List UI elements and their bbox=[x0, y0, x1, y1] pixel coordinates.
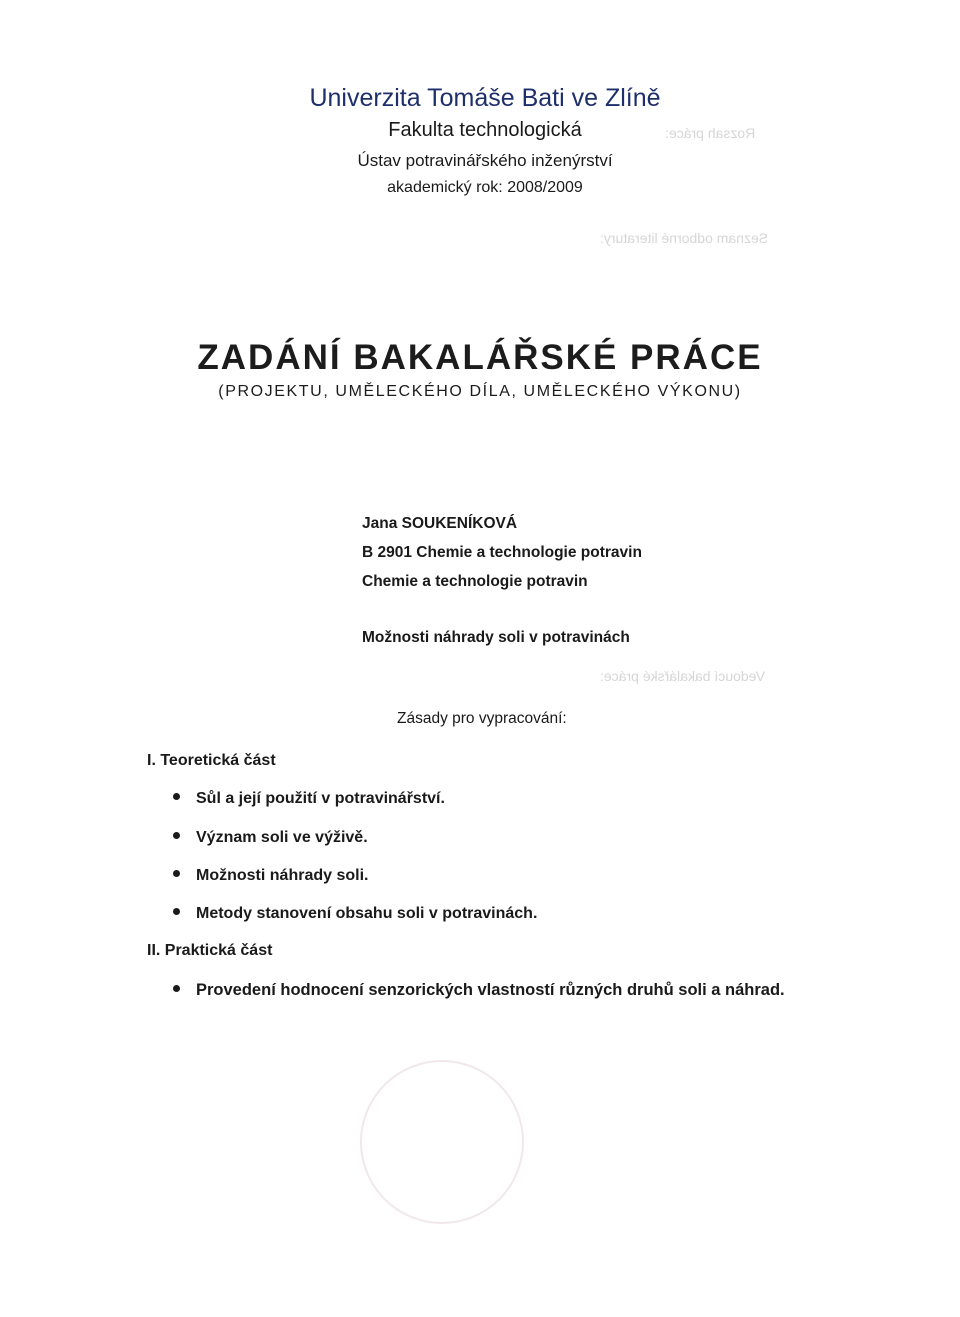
academic-year: akademický rok: 2008/2009 bbox=[387, 179, 583, 196]
list-item: Možnosti náhrady soli. bbox=[173, 867, 368, 885]
principles-heading: Zásady pro vypracování: bbox=[397, 710, 567, 727]
faculty-name: Fakulta technologická bbox=[388, 119, 582, 141]
bullet-icon bbox=[173, 832, 180, 839]
program-value: B 2901 Chemie a technologie potravin bbox=[362, 544, 642, 561]
page-title: ZADÁNÍ BAKALÁŘSKÉ PRÁCE bbox=[197, 338, 763, 377]
list-item: Sůl a její použití v potravinářství. bbox=[173, 790, 445, 808]
bullet-icon bbox=[173, 793, 180, 800]
institute-name: Ústav potravinářského inženýrství bbox=[357, 151, 613, 170]
field-value: Chemie a technologie potravin bbox=[362, 573, 588, 590]
list-item: Provedení hodnocení senzorických vlastností různých druhů soli a náhrad. bbox=[173, 981, 785, 1000]
bullet-icon bbox=[173, 870, 180, 877]
page-subtitle: (PROJEKTU, UMĚLECKÉHO DÍLA, UMĚLECKÉHO VÝKONU) bbox=[218, 383, 742, 400]
practice-heading: II. Praktická část bbox=[147, 942, 273, 959]
topic-value: Možnosti náhrady soli v potravinách bbox=[362, 629, 630, 646]
theory-heading: I. Teoretická část bbox=[147, 752, 276, 769]
name-value: Jana SOUKENÍKOVÁ bbox=[362, 515, 518, 532]
list-item: Metody stanovení obsahu soli v potravinách. bbox=[173, 905, 537, 923]
bleed-through-text: Vedoucí bakalářské práce: bbox=[600, 668, 765, 684]
university-name: Univerzita Tomáše Bati ve Zlíně bbox=[309, 84, 661, 112]
bleed-through-text: Seznam odborné literatury: bbox=[600, 230, 769, 246]
bullet-icon bbox=[173, 908, 180, 915]
bleed-through-text: Rozsah práce: bbox=[665, 125, 756, 141]
list-item: Význam soli ve výživě. bbox=[173, 829, 368, 847]
bullet-icon bbox=[173, 985, 180, 992]
faint-stamp bbox=[360, 1060, 524, 1224]
